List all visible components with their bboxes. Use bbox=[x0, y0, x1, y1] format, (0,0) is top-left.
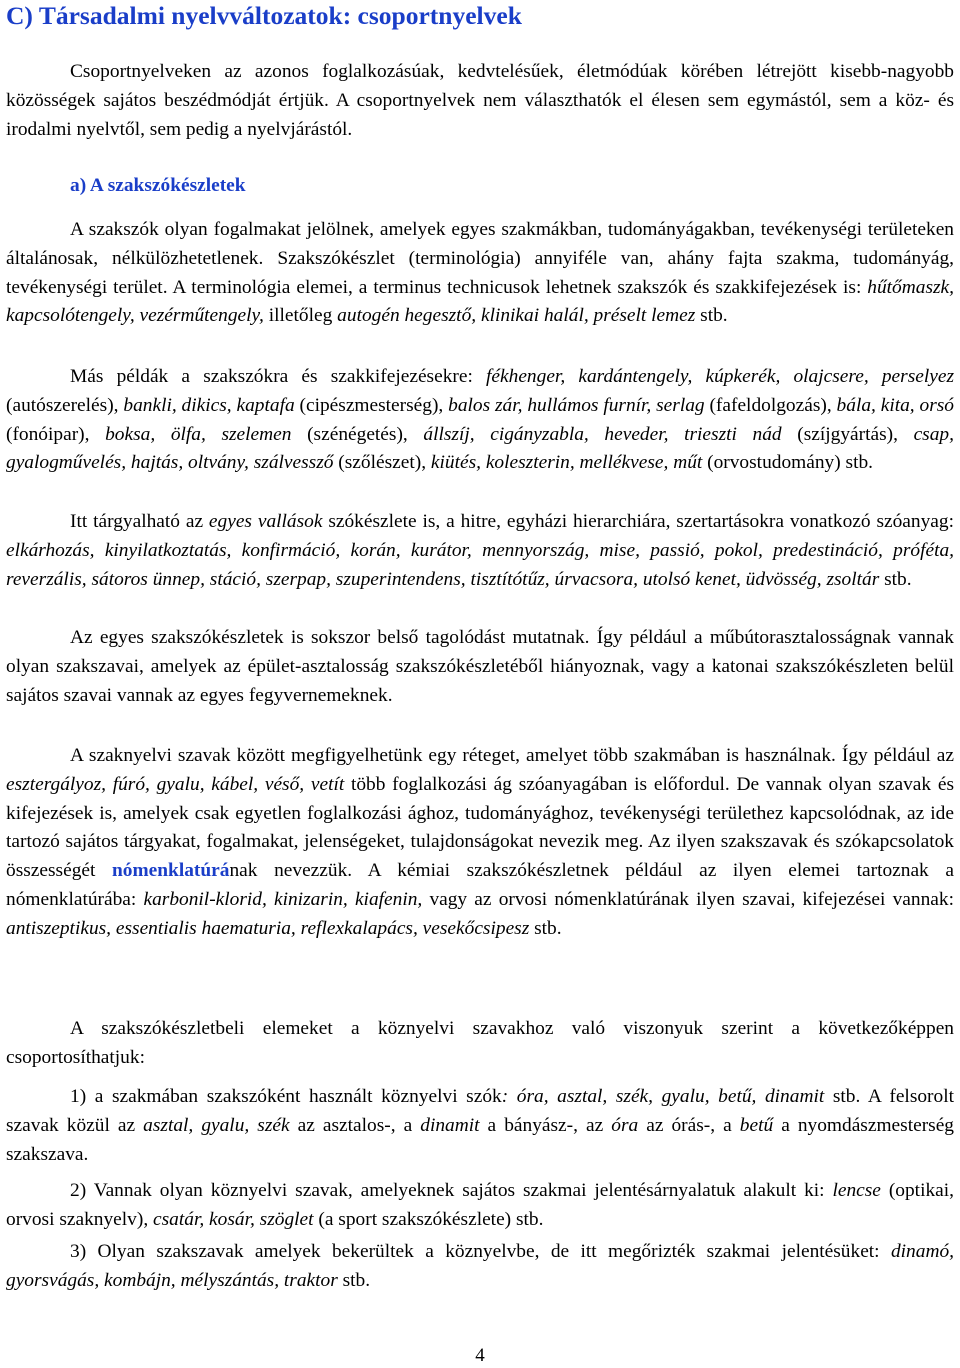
paragraph-examples bbox=[6, 363, 954, 478]
text-run: A szakszókészletbeli elemeket a köznyelvi szavakhoz való viszonyuk szerint a következőképpen csoportosíthatjuk: bbox=[6, 1018, 954, 1068]
example-terms: kiütés, koleszterin, mellékvese, műt bbox=[430, 452, 703, 474]
text-run: Csoportnyelveken az azonos foglalkozásúak, kedvtelésűek, életmódúak körében létrejött kisebb-nagyobb közösségek sajátos beszédmódját értjük. A csoportnyelvek nem választhatók el élesen sem egymástól, sem a köz- és irodalmi nyelvtől, sem pedig a nyelvjárástól. bbox=[6, 61, 954, 140]
paragraph-religion bbox=[6, 508, 954, 594]
text-run: 2) Vannak olyan köznyelvi szavak, amelyeknek sajátos szakmai jelentésárnyalatuk alakult ki: bbox=[70, 1180, 833, 1201]
example-terms: lencse bbox=[832, 1180, 881, 1201]
text-run: (orvostudomány) stb. bbox=[702, 452, 874, 474]
example-terms: : óra, asztal, szék, gyalu, betű, dinamit bbox=[501, 1086, 825, 1107]
list-item-3 bbox=[6, 1238, 954, 1296]
text-run: (szénégetés), bbox=[291, 423, 424, 445]
example-terms: egyes vallások bbox=[208, 511, 323, 532]
paragraph-grouping bbox=[6, 1015, 954, 1073]
example-terms: dinamit bbox=[420, 1114, 480, 1136]
text-run: (a sport szakszókészlete) stb. bbox=[313, 1208, 544, 1230]
example-terms: asztal, gyalu, szék bbox=[143, 1114, 290, 1136]
text-run: illetőleg bbox=[263, 305, 338, 327]
text-run: 1) a szakmában szakszóként használt köznyelvi szók bbox=[70, 1086, 502, 1107]
example-terms: csap, gyalogművelés, hajtás, oltvány, szálvessző bbox=[6, 423, 954, 474]
text-run: stb. bbox=[879, 568, 912, 590]
example-terms: dinamó, gyorsvágás, kombájn, mélyszántás, traktor bbox=[6, 1241, 954, 1291]
text-run: stb. bbox=[695, 305, 728, 327]
paragraph-terminology bbox=[6, 216, 954, 331]
example-terms: karbonil-klorid, kinizarin, kiafenin, bbox=[143, 888, 423, 910]
text-run: A szakszók olyan fogalmakat jelölnek, amelyek egyes szakmákban, tudományágakban, tevékenységi területeken általánosak, nélkülözhetetlenek. Szakszókészlet (terminológia) annyiféle van, ahány fajta szakma, tudományág, tevékenységi terület. A terminológia elemei, a terminus technicusok lehetnek szakszók és szakkifejezések is: bbox=[6, 219, 954, 298]
example-terms: óra bbox=[611, 1114, 639, 1136]
text-run: (fonóipar), bbox=[6, 423, 106, 445]
example-terms: hűtőmaszk, kapcsolótengely, vezérműtengely, bbox=[6, 276, 954, 327]
text-run: 3) Olyan szakszavak amelyek bekerültek a köznyelvbe, de itt megőrizték szakmai jelentésüket: bbox=[70, 1241, 891, 1262]
example-terms: bála, kita, orsó bbox=[836, 394, 954, 416]
subsection-heading: a) A szakszókészletek bbox=[70, 175, 246, 196]
example-terms: antiszeptikus, essentialis haematuria, reflexkalapács, vesekőcsipesz bbox=[6, 917, 530, 939]
text-run: (fafeldolgozás), bbox=[704, 394, 837, 416]
paragraph-nomenclature bbox=[6, 742, 954, 944]
example-terms: fékhenger, kardántengely, kúpkerék, olajcsere, perselyez bbox=[486, 366, 954, 387]
text-run: több foglalkozási ág szóanyagában is előfordul. De vannak olyan szavak és kifejezések is, amelyek csak egyetlen foglalkozási ághoz, tudományághoz, tevékenységi területhez kapcsolódnak, az ide tartozó sajátos tárgyakat, fogalmakat, jelenségeket, tulajdonságokat nevezik meg. Az ilyen szakszavak és szókapcsolatok összességét bbox=[6, 773, 954, 882]
text-run: a bányász-, az bbox=[479, 1114, 612, 1136]
section-title: C) Társadalmi nyelvváltozatok: csoportnyelvek bbox=[6, 1, 522, 30]
text-run: stb. bbox=[529, 917, 562, 939]
text-run: az asztalos-, a bbox=[289, 1114, 421, 1136]
text-run: nak nevezzük. A kémiai szakszókészletnek például az ilyen elemei tartoznak a nómenklatúrába: bbox=[6, 860, 954, 910]
text-run: A szaknyelvi szavak között megfigyelhetünk egy réteget, amelyet több szakmában is használnak. Így például az bbox=[70, 745, 954, 766]
example-terms: állszíj, cigányzabla, heveder, trieszti nád bbox=[423, 423, 782, 445]
example-terms: autogén hegesztő, klinikai halál, préselt lemez bbox=[337, 305, 696, 327]
text-run: (szíjgyártás), bbox=[781, 423, 914, 445]
text-run: (optikai, orvosi szaknyelv), bbox=[6, 1180, 954, 1230]
page-number: 4 bbox=[475, 1345, 485, 1366]
list-item-1 bbox=[6, 1083, 954, 1169]
text-run: (cipészmesterség), bbox=[294, 394, 449, 416]
text-run: stb. A felsorolt szavak közül az bbox=[6, 1086, 954, 1136]
example-terms: boksa, ölfa, szelemen bbox=[105, 423, 292, 445]
example-terms: balos zár, hullámos furnír, serlag bbox=[448, 394, 705, 416]
text-run: vagy az orvosi nómenklatúrának ilyen szavai, kifejezései vannak: bbox=[422, 888, 954, 910]
text-run: (autószerelés), bbox=[6, 394, 124, 416]
paragraph-subdivision bbox=[6, 624, 954, 710]
example-terms: esztergályoz, fúró, gyalu, kábel, véső, vetít bbox=[6, 773, 345, 795]
text-run: Az egyes szakszókészletek is sokszor belső tagolódást mutatnak. Így például a műbútorasztalosságnak vannak olyan szakszavai, amelyek az épület-asztalosság szakszókészletéből hiányoznak, vagy a katonai szakszókészleten belül sajátos szavai vannak az egyes fegyvernemeknek. bbox=[6, 627, 954, 706]
example-terms: elkárhozás, kinyilatkoztatás, konfirmáció, korán, kurátor, mennyország, mise, passió, pokol, predestináció, próféta, reverzális, sátoros ünnep, stáció, szerpap, szuperintendens, tisztítótűz, úrvacsora, utolsó kenet, üdvösség, zsoltár bbox=[6, 539, 954, 590]
text-run: (szőlészet), bbox=[333, 452, 431, 474]
example-terms: betű bbox=[739, 1114, 774, 1136]
text-run: stb. bbox=[337, 1269, 371, 1291]
example-terms: bankli, dikics, kaptafa bbox=[123, 394, 295, 416]
text-run: szókészlete is, a hitre, egyházi hierarchiára, szertartásokra vonatkozó szóanyag: bbox=[322, 511, 954, 532]
text-run: a nyomdászmesterség szakszava. bbox=[6, 1114, 954, 1165]
example-terms: csatár, kosár, szöglet bbox=[153, 1208, 314, 1230]
intro-paragraph bbox=[6, 58, 954, 144]
list-item-2 bbox=[6, 1177, 954, 1235]
text-run: Itt tárgyalható az bbox=[70, 511, 209, 532]
text-run: az órás-, a bbox=[638, 1114, 740, 1136]
key-term: nómenklatúrá bbox=[112, 860, 230, 882]
text-run: Más példák a szakszókra és szakkifejezésekre: bbox=[70, 366, 487, 387]
